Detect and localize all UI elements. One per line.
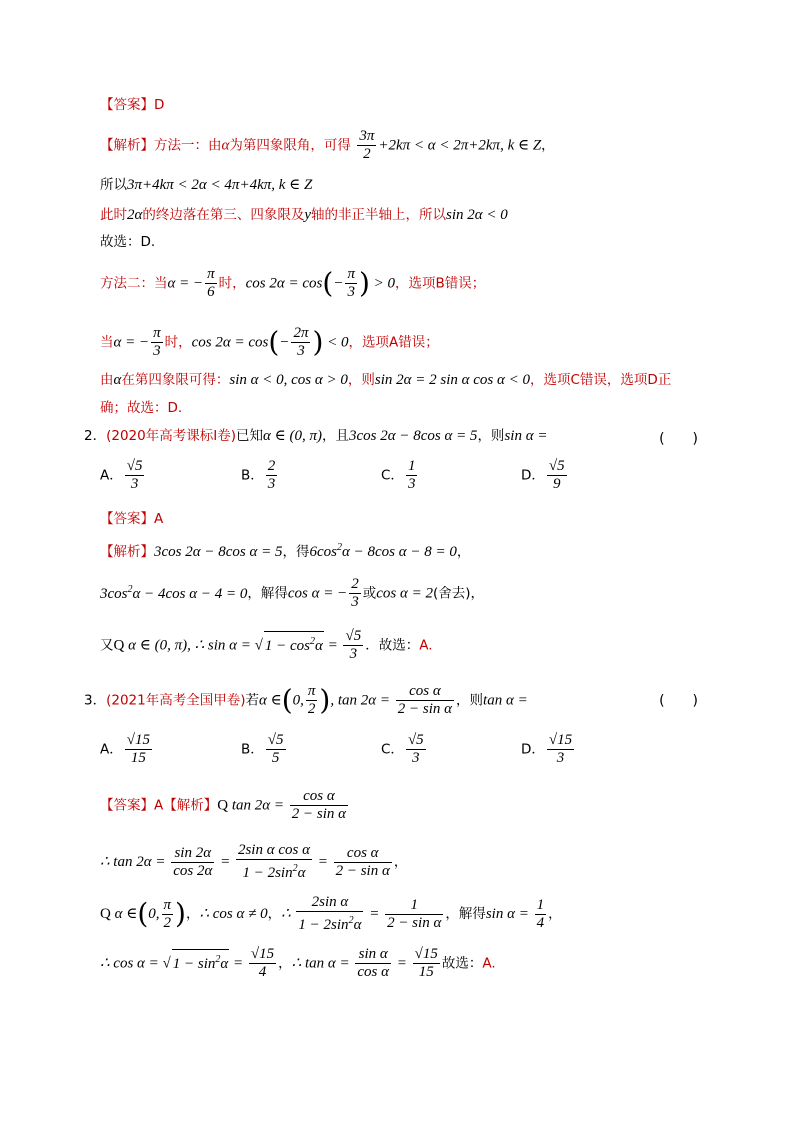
answer-tag: 【答案】 bbox=[100, 97, 154, 113]
q1-answer-line bbox=[100, 95, 164, 115]
analysis-tag: 【解析】 bbox=[100, 137, 154, 154]
q3-stem: 3．(2021年高考全国甲卷)若α ∈(0, $\frac{\pi}{2}$ ), tan 2α = $\frac{\text{cos α}}{\text{2 − sin α}}$ ，则tan α = bbox=[84, 683, 528, 717]
q1-method1-line: 【解析】方法一：由α为第四象限角，可得 $\frac{3\pi}{2}$ +2kπ < α < 2π+2kπ, k ∈ Z， bbox=[100, 128, 555, 162]
q1-line6: 当α = − $\frac{\pi}{3}$ 时，cos 2α = cos(− $\frac{2\pi}{3}$ ) < 0，选项A错误； bbox=[100, 325, 439, 359]
q2-answer-line: 【答案】A bbox=[100, 511, 164, 527]
q1-method2-line: 方法二：当α = − $\frac{\pi}{6}$ 时，cos 2α = cos(− $\frac{\pi}{3}$ ) > 0，选项B错误； bbox=[100, 266, 486, 300]
q3-option-d[interactable]: D． $\frac{√15}{3}$ bbox=[521, 732, 573, 766]
q3-analysis-line3: ∴ cos α = √ $1 - \sin^2\alpha$ = $\frac{√15}{4}$ ，∴ tan α = $\frac{\text{sin α}}{\text{cos α}}$ = $\frac{√15}{15}$ 故选：A. bbox=[100, 946, 496, 980]
q2-analysis-line2: $3\cos^2\alpha - 4\cos$ α − 4 = 0，解得cos α = − $\frac{2}{3}$ 或cos α = 2(舍去)， bbox=[100, 576, 485, 610]
q2-stem: 2．(2020年高考课标Ⅰ卷)已知α ∈ (0, π)，且3cos 2α − 8cos α = 5，则sin α = bbox=[84, 428, 548, 444]
q2-option-a[interactable]: A． $\frac{√5}{3}$ bbox=[100, 458, 143, 492]
q2-option-b[interactable]: B． $\frac{2}{3}$ bbox=[241, 458, 276, 492]
q1-line4: 故选：D. bbox=[100, 234, 156, 250]
q2-option-d[interactable]: D． $\frac{√5}{9}$ bbox=[521, 458, 565, 492]
q1-line3: 此时2α的终边落在第三、四象限及y轴的非正半轴上，所以sin 2α < 0 bbox=[100, 207, 508, 223]
q2-option-c[interactable]: C． $\frac{1}{3}$ bbox=[381, 458, 416, 492]
q3-analysis-line1: ∴ tan 2α = $\frac{\sin 2\alpha}{\cos 2\alpha}$ = $\frac{\text{2sin α cos α}}{1 - 2\sin^2\alpha}$ = $\frac{\text{cos α}}{\text{2 − sin α}}$ ， bbox=[100, 842, 408, 881]
q3-option-c[interactable]: C． $\frac{√5}{3}$ bbox=[381, 732, 424, 766]
q3-answer-line: 【答案】A【解析】Q tan 2α = $\frac{\text{cos α}}{\text{2 − sin α}}$ bbox=[100, 788, 347, 822]
q3-answer-blank: ( ) bbox=[659, 693, 698, 709]
q3-option-a[interactable]: A． $\frac{√15}{15}$ bbox=[100, 732, 150, 766]
q3-option-b[interactable]: B． $\frac{√5}{5}$ bbox=[241, 732, 284, 766]
q2-analysis-line3: 又Q α ∈ (0, π), ∴ sin α = √ $1 - \cos^2\alpha$ = $\frac{√5}{3}$ ．故选：A. bbox=[100, 628, 433, 662]
q2-answer-blank: ( ) bbox=[659, 431, 698, 447]
q1-line8: 确；故选：D. bbox=[100, 400, 183, 416]
q1-line2: 所以3π+4kπ < 2α < 4π+4kπ, k ∈ Z bbox=[100, 177, 313, 193]
q2-analysis-line1: 【解析】3cos 2α − 8cos α = 5，得$6\cos^2\alpha - 8\cos$ α − 8 = 0， bbox=[100, 542, 471, 560]
q1-line7: 由α在第四象限可得：sin α < 0, cos α > 0，则sin 2α = 2 sin α cos α < 0，选项C错误，选项D正 bbox=[100, 372, 672, 388]
q3-analysis-line2: Q α ∈(0, $\frac{\pi}{2}$ )，∴ cos α ≠ 0，∴ $\frac{\text{2sin α}}{1 - 2\sin^2\alpha}$ = $\frac{1}{\text{2 − sin α}}$ ，解得sin α = $\frac{1}{4}$ ， bbox=[100, 894, 562, 933]
answer-value: D bbox=[154, 97, 165, 113]
